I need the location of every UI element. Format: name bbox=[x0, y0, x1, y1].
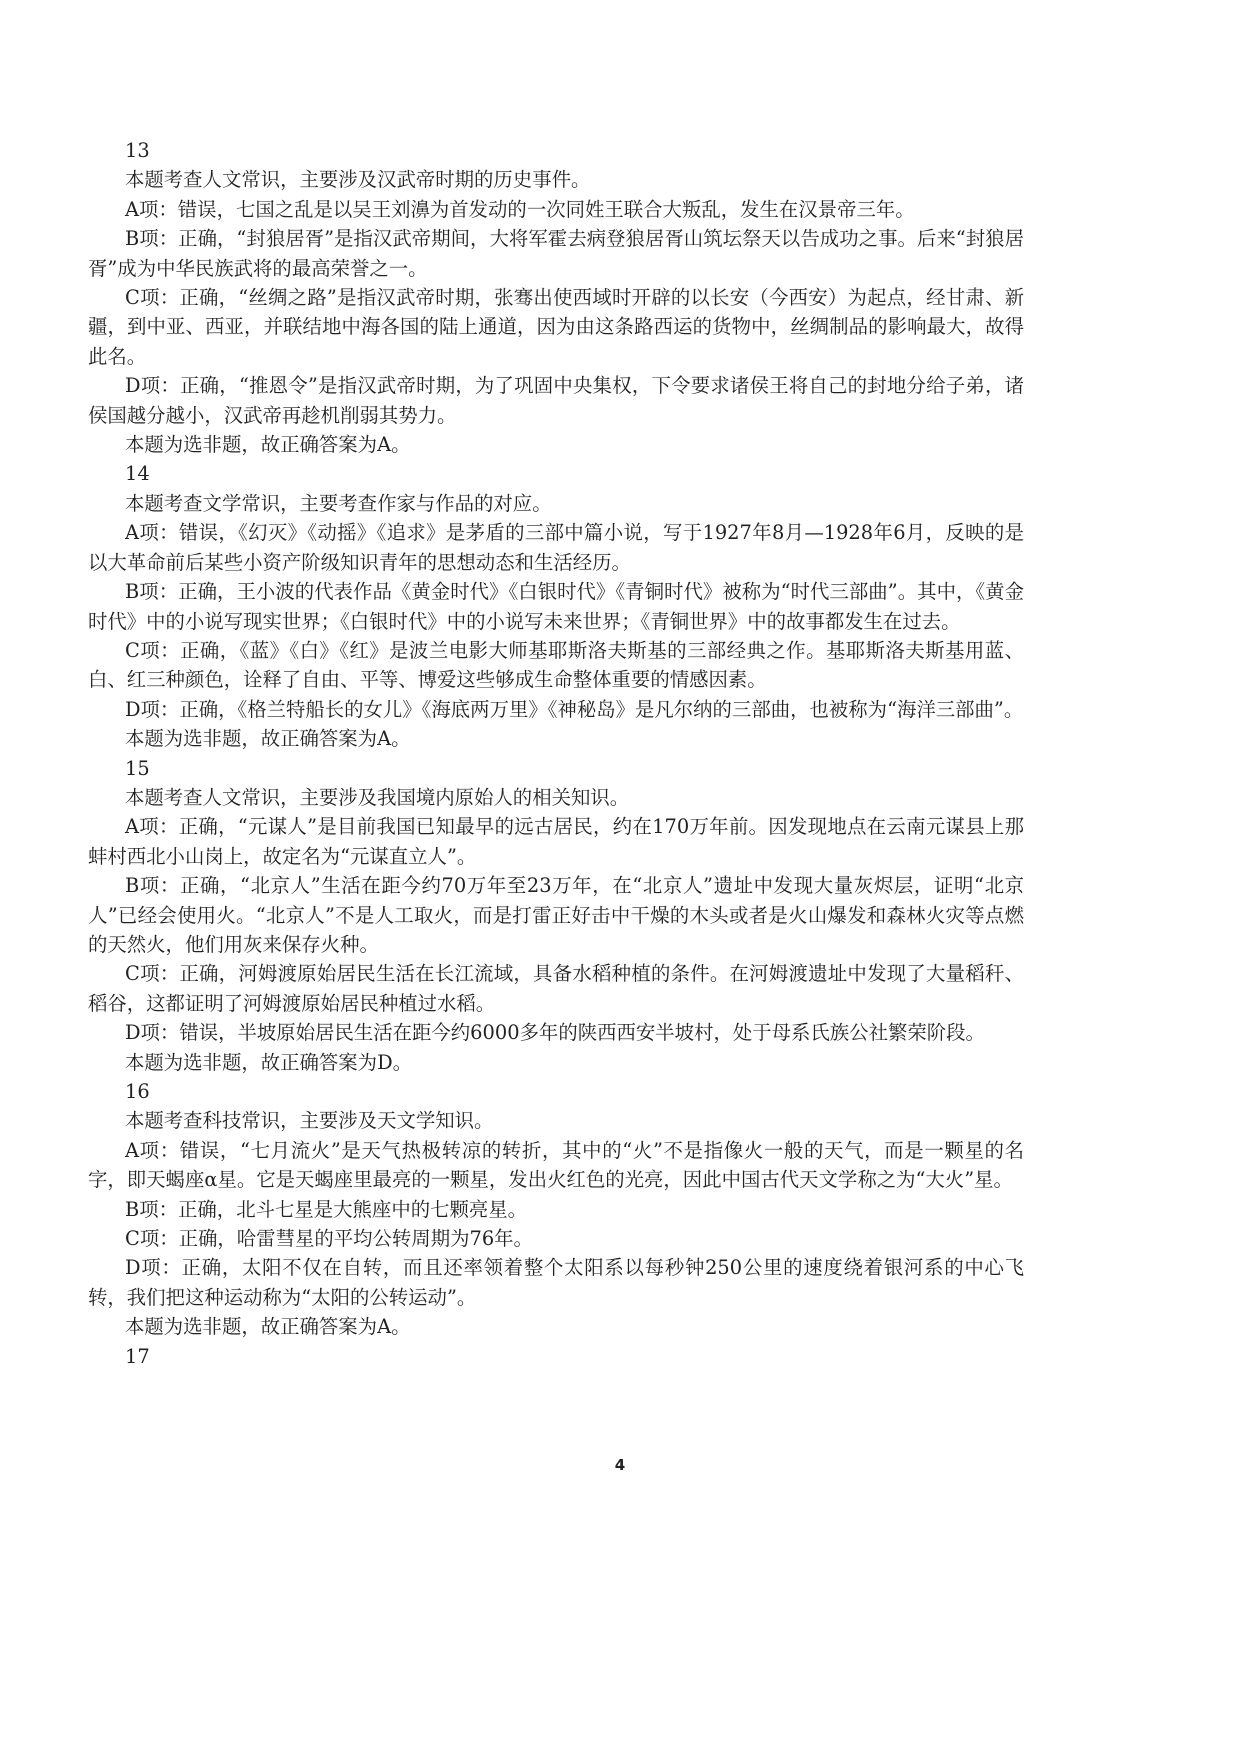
paragraph: D项：正确，“推恩令”是指汉武帝时期，为了巩固中央集权，下令要求诸侯王将自己的封地分给子弟，诸侯国越分越小，汉武帝再趁机削弱其势力。 bbox=[88, 374, 1024, 427]
question-number: 14 bbox=[125, 462, 150, 486]
paragraph: A项：正确，“元谋人”是目前我国已知最早的远古居民，约在170万年前。因发现地点在云南元谋县上那蚌村西北小山岗上，故定名为“元谋直立人”。 bbox=[88, 815, 1024, 868]
paragraph: 本题考查人文常识，主要涉及我国境内原始人的相关知识。 bbox=[125, 785, 630, 809]
paragraph: 本题考查人文常识，主要涉及汉武帝时期的历史事件。 bbox=[125, 168, 591, 192]
paragraph: D项：正确，《格兰特船长的女儿》《海底两万里》《神秘岛》是凡尔纳的三部曲，也被称为“海洋三部曲”。 bbox=[125, 697, 1024, 721]
paragraph: B项：正确，王小波的代表作品《黄金时代》《白银时代》《青铜时代》被称为“时代三部曲”。其中，《黄金时代》中的小说写现实世界；《白银时代》中的小说写未来世界；《青铜世界》中的故事都发生在过去。 bbox=[88, 580, 1024, 633]
question-number: 16 bbox=[125, 1080, 150, 1103]
paragraph: A项：错误，《幻灭》《动摇》《追求》是茅盾的三部中篇小说，写于1927年8月—1928年6月，反映的是以大革命前后某些小资产阶级知识青年的思想动态和生活经历。 bbox=[88, 521, 1024, 574]
page-number: 4 bbox=[614, 1456, 626, 1474]
paragraph: A项：错误，“七月流火”是天气热极转凉的转折，其中的“火”不是指像火一般的天气，而是一颗星的名字，即天蝎座α星。它是天蝎座里最亮的一颗星，发出火红色的光亮，因此中国古代天文学称之为“大火”星。 bbox=[88, 1138, 1024, 1192]
paragraph: 本题考查科技常识，主要涉及天文学知识。 bbox=[125, 1109, 494, 1133]
paragraph: C项：正确，哈雷彗星的平均公转周期为76年。 bbox=[125, 1227, 533, 1251]
paragraph: D项：正确，太阳不仅在自转，而且还率领着整个太阳系以每秒钟250公里的速度绕着银河系的中心飞转，我们把这种运动称为“太阳的公转运动”。 bbox=[88, 1256, 1024, 1309]
paragraph: 本题为选非题，故正确答案为A。 bbox=[125, 433, 411, 457]
paragraph: B项：正确，北斗七星是大熊座中的七颗亮星。 bbox=[125, 1197, 528, 1221]
paragraph: C项：正确，河姆渡原始居民生活在长江流域，具备水稻种植的条件。在河姆渡遗址中发现了大量稻秆、稻谷，这都证明了河姆渡原始居民种植过水稻。 bbox=[88, 962, 1024, 1015]
paragraph: B项：正确，“封狼居胥”是指汉武帝期间，大将军霍去病登狼居胥山筑坛祭天以告成功之事。后来“封狼居胥”成为中华民族武将的最高荣誉之一。 bbox=[88, 227, 1024, 280]
question-number: 15 bbox=[125, 756, 150, 780]
paragraph: 本题考查文学常识，主要考查作家与作品的对应。 bbox=[125, 491, 552, 515]
paragraph: A项：错误，七国之乱是以吴王刘濞为首发动的一次同姓王联合大叛乱，发生在汉景帝三年。 bbox=[125, 197, 915, 221]
paragraph: D项：错误，半坡原始居民生活在距今约6000多年的陕西西安半坡村，处于母系氏族公社繁荣阶段。 bbox=[125, 1021, 985, 1045]
paragraph: 本题为选非题，故正确答案为D。 bbox=[125, 1050, 413, 1074]
paragraph: 本题为选非题，故正确答案为A。 bbox=[125, 727, 411, 751]
paragraph: C项：正确，《蓝》《白》《红》是波兰电影大师基耶斯洛夫斯基的三部经典之作。基耶斯洛夫斯基用蓝、白、红三种颜色，诠释了自由、平等、博爱这些够成生命整体重要的情感因素。 bbox=[88, 638, 1024, 692]
paragraph: C项：正确，“丝绸之路”是指汉武帝时期，张骞出使西域时开辟的以长安（今西安）为起点，经甘肃、新疆，到中亚、西亚，并联结地中海各国的陆上通道，因为由这条路西运的货物中，丝绸制品的影响最大，故得此名。 bbox=[88, 286, 1024, 368]
paragraph: 本题为选非题，故正确答案为A。 bbox=[125, 1315, 411, 1339]
question-number: 17 bbox=[125, 1344, 150, 1368]
question-number: 13 bbox=[125, 139, 150, 162]
paragraph: B项：正确，“北京人”生活在距今约70万年至23万年，在“北京人”遗址中发现大量灰烬层，证明“北京人”已经会使用火。“北京人”不是人工取火，而是打雷正好击中干燥的木头或者是火山爆发和森林火灾等点燃的天然火，他们用灰来保存火种。 bbox=[88, 874, 1024, 956]
document-body bbox=[88, 136, 1024, 1371]
